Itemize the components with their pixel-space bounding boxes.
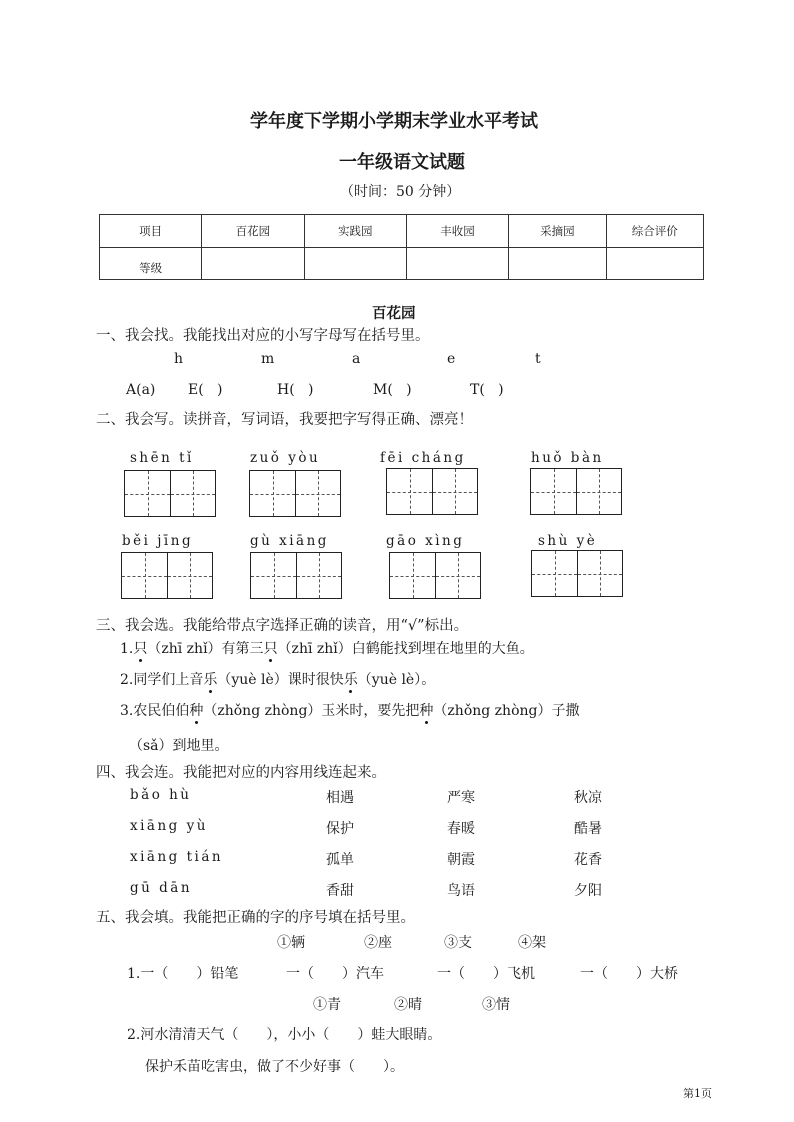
letter-answer[interactable]: E( ): [188, 382, 223, 398]
dotted-char: 乐: [203, 669, 217, 689]
dotted-char: 种: [189, 700, 203, 720]
option: ②座: [364, 935, 392, 951]
match-pinyin[interactable]: xiāng yù: [130, 818, 208, 834]
option: ①辆: [277, 935, 305, 951]
letter: a: [352, 351, 361, 367]
q3-text[interactable]: （zhǒng zhòng）子撒: [433, 703, 580, 719]
pinyin-label: shēn tǐ: [130, 450, 194, 466]
fill-item[interactable]: 1.一（ ）铅笔: [127, 966, 239, 982]
match-word[interactable]: 秋凉: [574, 790, 602, 806]
letter-answer[interactable]: M( ): [373, 382, 412, 398]
letter: e: [447, 351, 456, 367]
grade-cell[interactable]: [202, 248, 304, 280]
match-word[interactable]: 鸟语: [447, 883, 475, 899]
grade-cell[interactable]: [606, 248, 703, 280]
writing-grid[interactable]: [530, 468, 622, 515]
pinyin-label: běi jīng: [122, 533, 194, 549]
grade-row-label: 等级: [100, 248, 202, 280]
match-word[interactable]: 严寒: [447, 790, 475, 806]
dotted-char: 只: [133, 638, 147, 658]
option: ③支: [444, 935, 472, 951]
grade-header-cell: 综合评价: [606, 215, 703, 248]
section-heading: 百花园: [372, 305, 416, 322]
grade-header-cell: 项目: [100, 215, 202, 248]
page-number: 第1页: [683, 1087, 712, 1100]
letter: h: [174, 351, 184, 367]
match-pinyin[interactable]: gū dān: [130, 880, 193, 896]
grade-cell[interactable]: [406, 248, 508, 280]
match-pinyin[interactable]: bǎo hù: [130, 787, 192, 803]
match-word[interactable]: 保护: [326, 821, 354, 837]
grade-cell[interactable]: [509, 248, 606, 280]
option: ①青: [313, 997, 341, 1013]
match-word[interactable]: 春暖: [447, 821, 475, 837]
letter: m: [261, 351, 275, 367]
q3-line-1: [120, 638, 534, 658]
question-1: 一、我会找。我能找出对应的小写字母写在括号里。: [96, 328, 430, 344]
letter-answer[interactable]: T( ): [470, 382, 504, 398]
dotted-char: 乐: [344, 669, 358, 689]
q3-text[interactable]: （yuè lè）。: [357, 672, 436, 688]
fill-item[interactable]: 一（ ）飞机: [437, 966, 535, 982]
writing-grid[interactable]: [121, 552, 213, 599]
q3-text: 2.同学们上音: [120, 672, 204, 688]
pinyin-label: gāo xìng: [386, 533, 465, 549]
fill-sentence[interactable]: 保护禾苗吃害虫，做了不少好事（ ）。: [145, 1059, 404, 1075]
match-pinyin[interactable]: xiāng tián: [130, 849, 224, 865]
option: ③情: [482, 997, 510, 1013]
grade-table: [99, 214, 704, 280]
match-word[interactable]: 相遇: [326, 790, 354, 806]
pinyin-label: gù xiāng: [250, 533, 329, 549]
option: ②晴: [394, 997, 422, 1013]
q3-line-4: （sǎ）到地里。: [129, 738, 229, 754]
writing-grid[interactable]: [531, 550, 623, 597]
letter-answer[interactable]: A(a): [126, 382, 156, 398]
grade-header-cell: 丰收园: [406, 215, 508, 248]
q3-text[interactable]: （zhī zhǐ）白鹤能找到埋在地里的大鱼。: [277, 641, 534, 657]
exam-subtitle: 一年级语文试题: [339, 152, 465, 173]
question-4: 四、我会连。我能把对应的内容用线连起来。: [96, 765, 386, 781]
writing-grid[interactable]: [386, 468, 478, 515]
q3-text[interactable]: （zhī zhǐ）有第三: [147, 641, 264, 657]
grade-header-cell: 实践园: [304, 215, 406, 248]
question-2: 二、我会写。读拼音，写词语，我要把字写得正确、漂亮！: [96, 412, 473, 428]
fill-item[interactable]: 一（ ）汽车: [286, 966, 384, 982]
dotted-char: 种: [419, 700, 433, 720]
writing-grid[interactable]: [249, 470, 341, 517]
writing-grid[interactable]: [124, 470, 216, 517]
pinyin-label: huǒ bàn: [531, 450, 604, 466]
letter-answer[interactable]: H( ): [277, 382, 314, 398]
fill-item[interactable]: 一（ ）大桥: [580, 966, 678, 982]
dotted-char: 只: [264, 638, 278, 658]
q3-line-3: [120, 700, 579, 720]
question-3: 三、我会选。我能给带点字选择正确的读音，用“√”标出。: [96, 618, 469, 634]
q3-text[interactable]: （yuè lè）课时很快: [217, 672, 344, 688]
match-word[interactable]: 孤单: [326, 852, 354, 868]
exam-title: 学年度下学期小学期末学业水平考试: [250, 111, 538, 132]
option: ④架: [518, 935, 546, 951]
grade-header-cell: 百花园: [202, 215, 304, 248]
q3-text: 3.农民伯伯: [120, 703, 190, 719]
pinyin-label: shù yè: [538, 533, 598, 549]
writing-grid[interactable]: [250, 552, 342, 599]
pinyin-label: fēi cháng: [380, 450, 466, 466]
match-word[interactable]: 酷暑: [574, 821, 602, 837]
fill-sentence[interactable]: 2.河水清清天气（ ），小小（ ）蛙大眼睛。: [127, 1027, 442, 1043]
question-5: 五、我会填。我能把正确的字的序号填在括号里。: [96, 910, 415, 926]
q3-text[interactable]: （zhǒng zhòng）玉米时，要先把: [203, 703, 420, 719]
letter: t: [535, 351, 541, 367]
match-word[interactable]: 夕阳: [574, 883, 602, 899]
writing-grid[interactable]: [389, 552, 481, 599]
match-word[interactable]: 朝霞: [447, 852, 475, 868]
pinyin-label: zuǒ yòu: [250, 450, 321, 466]
q3-line-2: [120, 669, 435, 689]
q3-num: 1.: [120, 641, 134, 657]
grade-cell[interactable]: [304, 248, 406, 280]
match-word[interactable]: 香甜: [326, 883, 354, 899]
grade-header-cell: 采摘园: [509, 215, 606, 248]
exam-time: （时间：50 分钟）: [340, 184, 461, 200]
match-word[interactable]: 花香: [574, 852, 602, 868]
